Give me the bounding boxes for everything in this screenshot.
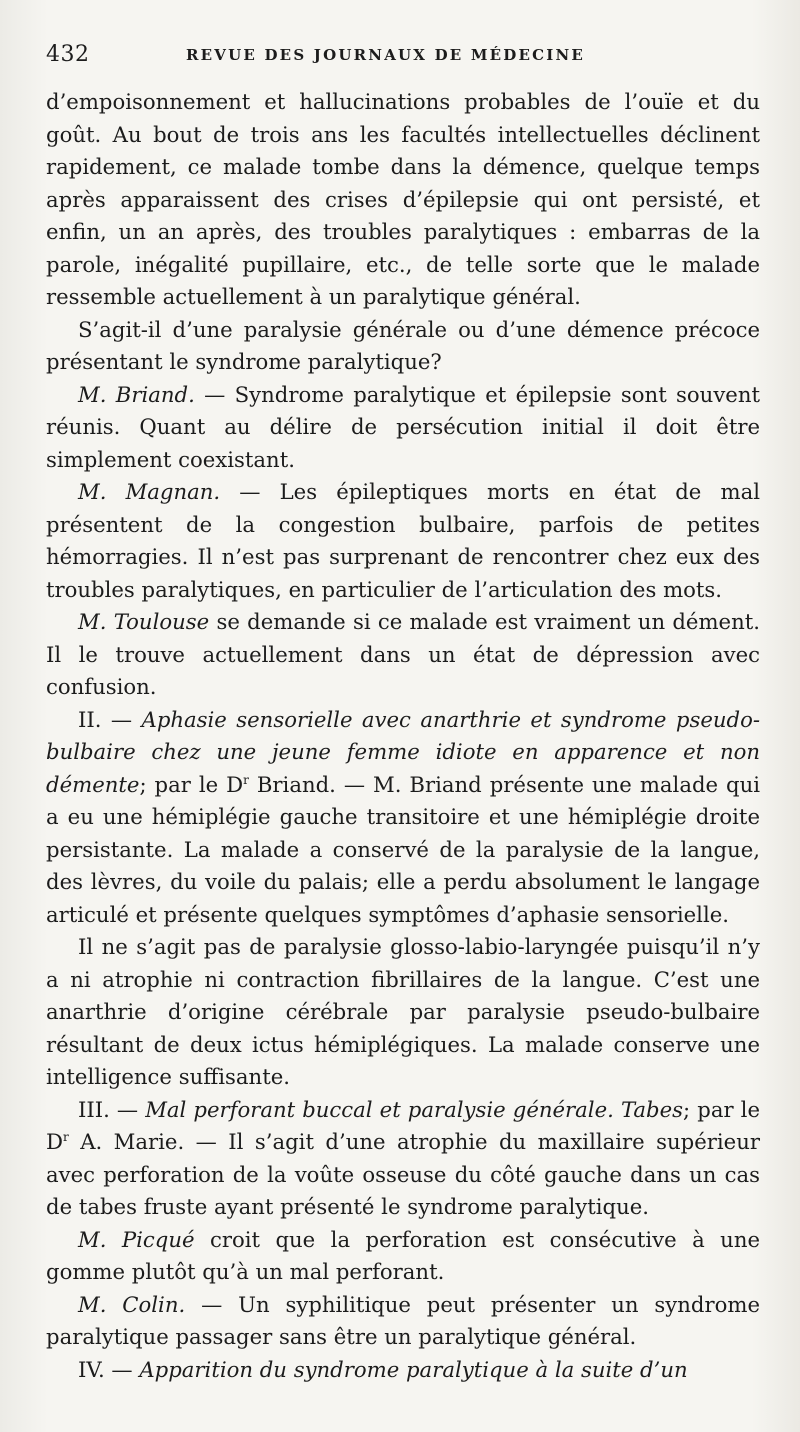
paragraph-question: S’agit-il d’une paralysie générale ou d’une démence précoce présentant le syndrome paralytique? (46, 316, 760, 374)
paragraph-briand-comment (46, 379, 760, 477)
section-title: Aphasie sensorielle avec anarthrie et syndrome pseudo-bulbaire chez une jeune femme idiote en apparence et non démente (46, 706, 760, 797)
running-title: REVUE DES JOURNAUX DE MÉDECINE (186, 46, 586, 64)
paragraph-picque-comment (46, 1224, 760, 1289)
section-ii (46, 704, 760, 932)
speaker-name: M. Magnan. (78, 479, 221, 504)
speaker-name: M. Picqué (78, 1226, 195, 1252)
speaker-text: — Syndrome paralytique et épilepsie sont souvent réunis. Quant au délire de persécution initial il doit être simplement coexistant. (46, 381, 760, 472)
section-text: Briand. — M. Briand présente une malade qui a eu une hémiplégie gauche transitoire et une hémiplégie droite persistante. La malade a conservé de la paralysie de la langue, des lèvres, du voile du palais; elle a perdu absolument le langage articulé et présente quelques symptômes d’aphasie sensorielle. (46, 771, 761, 927)
section-text: A. Marie. — Il s’agit d’une atrophie du maxillaire supérieur avec perforation de la voûte osseuse du côté gauche dans un cas de tabes fruste ayant présenté le syndrome paralytique. (46, 1129, 760, 1219)
page-header (46, 40, 754, 76)
speaker-text: se demande si ce malade est vraiment un dément. Il le trouve actuellement dans un état de dépression avec confusion. (46, 609, 760, 699)
section-title: Apparition du syndrome paralytique à la suite d’un (139, 1356, 688, 1382)
section-numeral: III. — (78, 1096, 146, 1122)
speaker-name: M. Briand. (78, 381, 195, 407)
speaker-name: M. Colin. (78, 1291, 186, 1317)
section-numeral: IV. — (78, 1356, 140, 1382)
paragraph-discussion: Il ne s’agit pas de paralysie glosso-labio-laryngée puisqu’il n’y a ni atrophie ni contraction fibrillaires de la langue. C’est une anarthrie d’origine cérébrale par paralysie pseudo-bulbaire résultant de deux ictus hémiplégiques. La malade conserve une intelligence suffisante. (46, 934, 760, 1089)
superscript: r (63, 1129, 69, 1144)
superscript: r (243, 772, 249, 787)
section-title: Mal perforant buccal et paralysie générale. Tabes (145, 1096, 684, 1122)
page-number: 432 (46, 42, 90, 67)
speaker-text: — Les épileptiques morts en état de mal présentent de la congestion bulbaire, parfois de petites hémorragies. Il n’est pas surprenant de rencontrer chez eux des troubles paralytiques, en particulier de l’articulation des mots. (46, 479, 760, 602)
article-body (46, 86, 760, 1386)
paragraph-colin-comment (46, 1289, 760, 1354)
section-author-prefix: ; par le D (46, 1096, 760, 1154)
section-iv (46, 1354, 760, 1387)
section-author-prefix: ; par le D (139, 771, 244, 797)
paragraph-magnan-comment (46, 476, 760, 606)
section-numeral: II. — (78, 706, 142, 732)
speaker-text: — Un syphilitique peut présenter un syndrome paralytique passager sans être un paralytique général. (46, 1291, 760, 1349)
paragraph-toulouse-comment (46, 606, 760, 704)
paragraph-continuation: d’empoisonnement et hallucinations probables de l’ouïe et du goût. Au bout de trois ans les facultés intellectuelles déclinent rapidement, ce malade tombe dans la démence, quelque temps après apparaissent des crises d’épilepsie qui ont persisté, et enfin, un an après, des troubles paralytiques : embarras de la parole, inégalité pupillaire, etc., de telle sorte que le malade ressemble actuellement à un paralytique général. (46, 89, 760, 309)
speaker-name: M. Toulouse (78, 609, 210, 634)
speaker-text: croit que la perforation est consécutive à une gomme plutôt qu’à un mal perforant. (46, 1226, 761, 1284)
section-iii (46, 1094, 760, 1224)
